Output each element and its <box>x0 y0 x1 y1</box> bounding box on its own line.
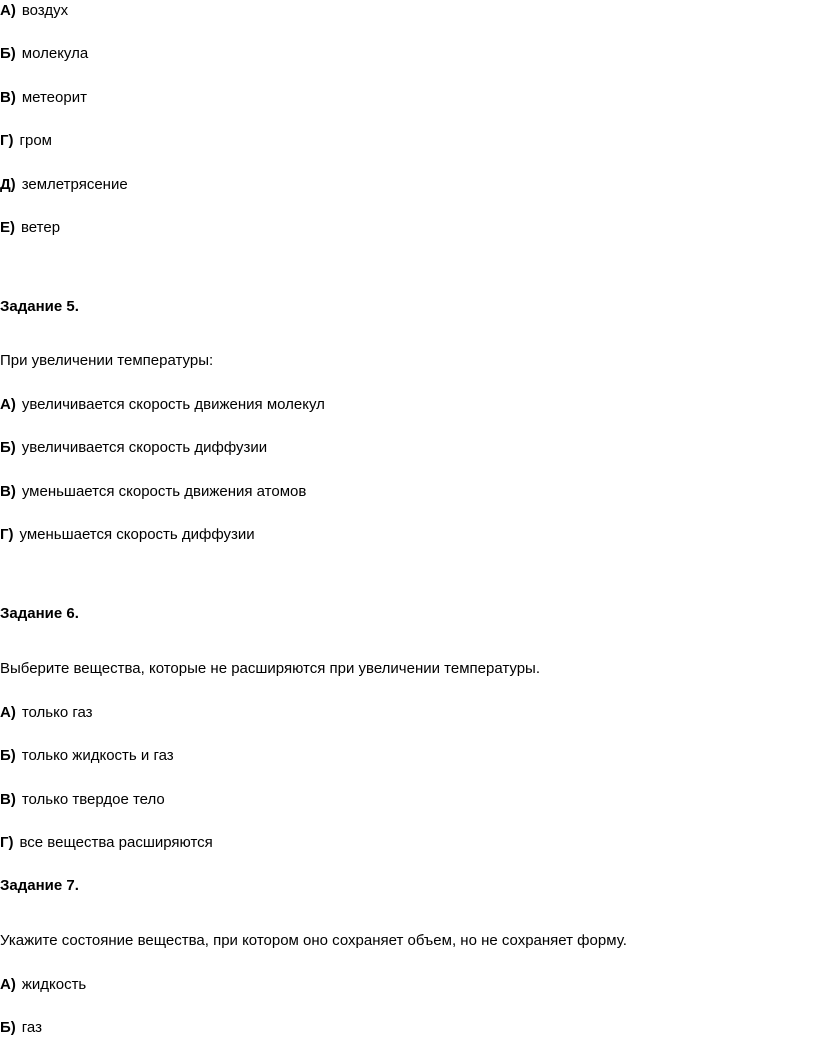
option-letter: Г) <box>0 132 14 149</box>
option-letter: Д) <box>0 176 16 193</box>
option-text: только жидкость и газ <box>21 747 174 764</box>
option-text: метеорит <box>21 89 87 106</box>
option-letter: Б) <box>0 45 16 62</box>
option-text: гром <box>19 132 52 149</box>
option-letter: Б) <box>0 439 16 456</box>
option-text: газ <box>21 1019 42 1036</box>
task4-option-e <box>0 176 128 194</box>
option-letter: А) <box>0 976 16 993</box>
task4-option-a <box>0 2 68 20</box>
option-text: только газ <box>21 704 93 721</box>
option-letter: Б) <box>0 747 16 764</box>
task5-option-b <box>0 439 267 457</box>
task5-heading: Задание 5. <box>0 298 79 315</box>
task6-heading: Задание 6. <box>0 605 79 622</box>
option-letter: Б) <box>0 1019 16 1036</box>
task7-option-b <box>0 1019 42 1037</box>
task4-option-d <box>0 132 52 150</box>
option-text: уменьшается скорость диффузии <box>19 526 255 543</box>
option-text: молекула <box>21 45 89 62</box>
option-text: жидкость <box>21 976 87 993</box>
option-text: увеличивается скорость движения молекул <box>21 396 325 413</box>
option-text: увеличивается скорость диффузии <box>21 439 268 456</box>
task6-option-a <box>0 704 93 722</box>
option-letter: Г) <box>0 834 14 851</box>
task7-option-a <box>0 976 86 994</box>
option-letter: А) <box>0 2 16 19</box>
option-text: воздух <box>21 2 69 19</box>
task5-option-a <box>0 396 325 414</box>
task6-option-d <box>0 834 213 852</box>
task5-option-c <box>0 483 306 501</box>
option-text: все вещества расширяются <box>19 834 213 851</box>
option-text: землетрясение <box>21 176 128 193</box>
task5-option-d <box>0 526 255 544</box>
task6-question: Выберите вещества, которые не расширяются при увеличении температуры. <box>0 660 540 677</box>
task5-question: При увеличении температуры: <box>0 352 214 369</box>
option-letter: Е) <box>0 219 15 236</box>
task4-option-b <box>0 45 88 63</box>
option-letter: Г) <box>0 526 14 543</box>
task4-option-c <box>0 89 87 107</box>
option-letter: В) <box>0 483 16 500</box>
option-letter: В) <box>0 791 16 808</box>
option-text: только твердое тело <box>21 791 165 808</box>
task7-heading: Задание 7. <box>0 877 79 894</box>
option-text: уменьшается скорость движения атомов <box>21 483 307 500</box>
task6-option-c <box>0 791 165 809</box>
task7-question: Укажите состояние вещества, при котором оно сохраняет объем, но не сохраняет форму. <box>0 932 627 949</box>
option-letter: А) <box>0 704 16 721</box>
option-letter: В) <box>0 89 16 106</box>
task6-option-b <box>0 747 174 765</box>
task4-option-f <box>0 219 60 237</box>
option-letter: А) <box>0 396 16 413</box>
option-text: ветер <box>21 219 61 236</box>
